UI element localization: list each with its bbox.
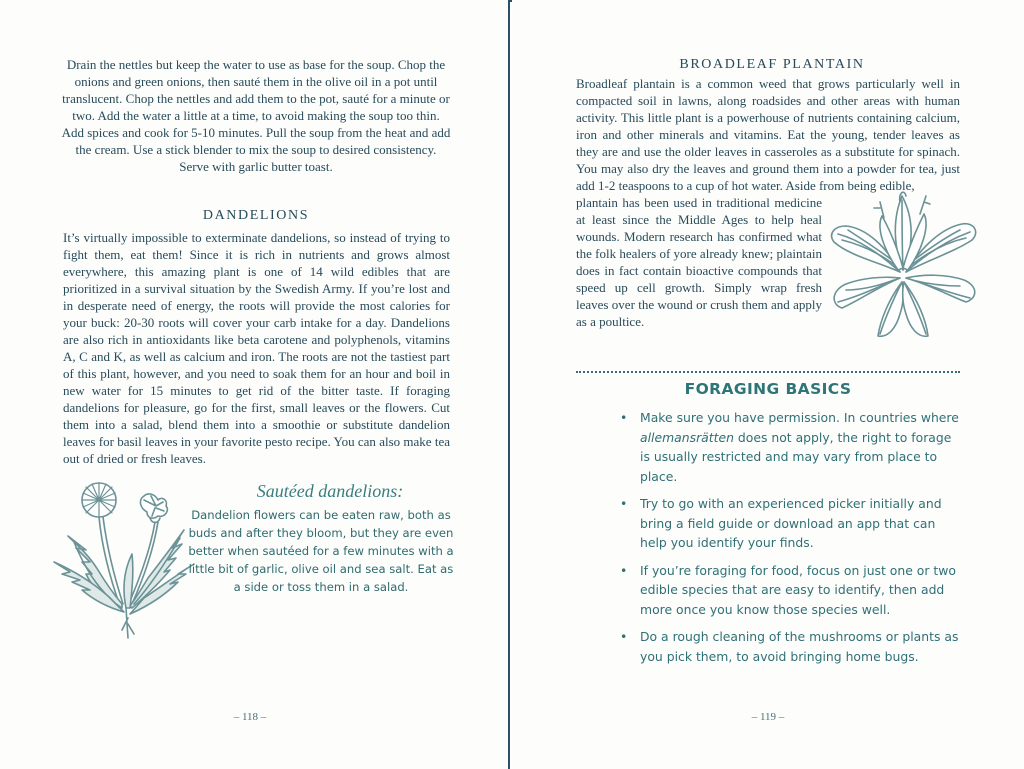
- right-page: [512, 0, 1024, 769]
- list-item: • Try to go with an experienced picker initially and bring a field guide or download an app that can help you identify your finds.: [620, 496, 942, 550]
- page-number-right: – 119 –: [751, 711, 785, 723]
- broadleaf-plantain-heading: BROADLEAF PLANTAIN: [679, 57, 865, 72]
- sauteed-dandelions-title: Sautéed dandelions:: [256, 481, 404, 501]
- sauteed-dandelions-text: Dandelion flowers can be eaten raw, both as buds and after they bloom, but they are even better when sautéed for a few minutes with a little bit of garlic, olive oil and sea salt. Eat as a side or toss them in a salad.: [188, 508, 454, 594]
- dandelion-illustration-icon: [52, 478, 200, 640]
- page-number-left: – 118 –: [233, 711, 267, 723]
- plantain-paragraph-1: Broadleaf plantain is a common weed that grows particularly well in compacted soil in lawns, along roadsides and other areas with human activity. This little plant is a powerhouse of nutrients containing calcium, iron and other minerals and vitamins. Eat the young, tender leaves as they are and use the older leaves in casseroles as a substitute for spinach. You may also dry the leaves and ground them into a powder for tea, just add 1-2 teaspoons to a cup of hot water. Aside from being edible,: [576, 76, 960, 193]
- bullet-icon: •: [620, 410, 628, 425]
- plantain-paragraph-2: plantain has been used in traditional medicine at least since the Middle Ages to help heal wounds. Modern research has confirmed what the folk healers of yore already knew; plaintain does in fact contain bioactive compounds that speed up cell growth. Simply wrap fresh leaves over the wound or crush them and apply as a poultice.: [576, 195, 822, 329]
- foraging-basics-heading: FORAGING BASICS: [684, 380, 852, 398]
- section-divider: [576, 371, 960, 373]
- dandelions-heading: DANDELIONS: [202, 208, 310, 223]
- soup-instructions-paragraph: Drain the nettles but keep the water to use as base for the soup. Chop the onions and green onions, then sauté them in the olive oil in a pot until translucent. Chop the nettles and add them to the pot, sauté for a minute or two. Add the water a little at a time, to avoid making the soup too thin. Add spices and cook for 5-10 minutes. Pull the soup from the heat and add the cream. Use a stick blender to mix the soup to desired consistency. Serve with garlic butter toast.: [61, 57, 451, 174]
- foraging-tips-list: [620, 408, 960, 674]
- bullet-icon: •: [620, 629, 628, 644]
- bullet-icon: •: [620, 496, 628, 511]
- left-page: [0, 0, 510, 769]
- plantain-illustration-icon: [820, 190, 988, 340]
- list-item: • Make sure you have permission. In countries where allemansrätten does not apply, the right to forage is usually restricted and may vary from place to place.: [620, 410, 959, 484]
- list-item: • If you’re foraging for food, focus on just one or two edible species that are easy to identify, then add more once you know those species well.: [620, 562, 956, 617]
- list-item: • Do a rough cleaning of the mushrooms or plants as you pick them, to avoid bringing home bugs.: [620, 629, 959, 664]
- bullet-icon: •: [620, 562, 628, 578]
- dandelions-paragraph: It’s virtually impossible to exterminate dandelions, so instead of trying to fight them, eat them! Since it is rich in nutrients and grows almost everywhere, this amazing plant is one of 14 wild edibles that are prioritized in a survival situation by the Swedish Army. If you’re lost and in desperate need of energy, the roots will provide the most calories for your buck: 20-30 roots will cover your carb intake for a day. Dandelions are also rich in antioxidants like beta carotene and polyphenols, vitamins A, C and K, as well as calcium and iron. The roots are not the tastiest part of this plant, however, and you need to soak them for an hour and boil in new water for 15 minutes to get rid of the bitter taste. If foraging dandelions for pleasure, go for the first, small leaves or the flowers. Cut them into a salad, blend them into a smoothie or substitute dandelion leaves for basil leaves in your favorite pesto recipe. You can also make tea out of dried or fresh leaves.: [63, 230, 450, 466]
